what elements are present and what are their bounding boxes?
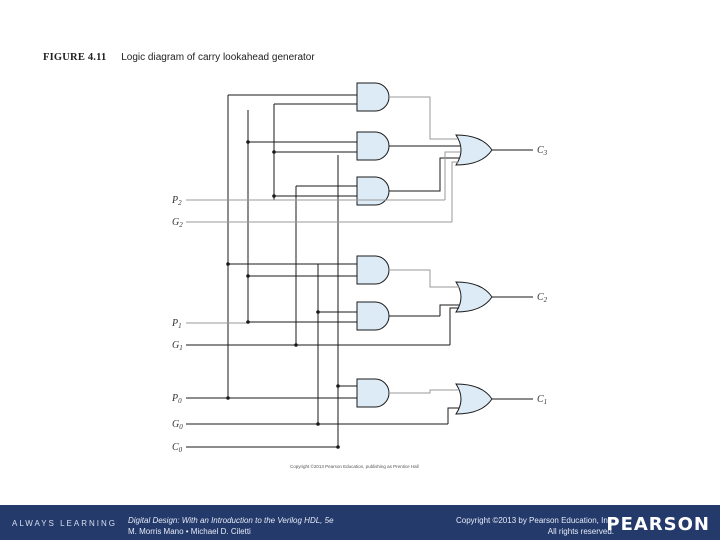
junction-dot bbox=[336, 445, 340, 449]
junction-dot bbox=[272, 150, 276, 154]
wire-g2-gray bbox=[452, 162, 458, 222]
figure-title: Logic diagram of carry lookahead generator bbox=[121, 52, 315, 63]
and-gate-c2-a bbox=[357, 256, 389, 284]
and-gate-c3-b bbox=[357, 132, 389, 160]
or-gate-c2 bbox=[456, 282, 492, 312]
label-g1: $G_1$ bbox=[172, 340, 183, 352]
wire-gray bbox=[389, 97, 458, 139]
wire-gray bbox=[389, 390, 459, 393]
copyright-line-2: All rights reserved. bbox=[547, 527, 614, 536]
junction-dot bbox=[316, 310, 320, 314]
wire-g0-up bbox=[448, 408, 459, 424]
and-gate-c2-b bbox=[357, 302, 389, 330]
junction-dot bbox=[294, 343, 298, 347]
junction-dot bbox=[336, 384, 340, 388]
and-gate-c1 bbox=[357, 379, 389, 407]
copyright-info bbox=[456, 515, 614, 537]
label-p1: $P_1$ bbox=[172, 318, 182, 330]
label-c1: $C_1$ bbox=[537, 394, 548, 406]
junction-dot bbox=[246, 320, 250, 324]
or-gate-c3 bbox=[456, 135, 492, 165]
and-gate-c3-a bbox=[357, 83, 389, 111]
and-gate-c3-c bbox=[357, 177, 389, 205]
label-p2: $P_2$ bbox=[172, 195, 182, 207]
label-c0: $C_0$ bbox=[172, 442, 183, 454]
junction-dot bbox=[226, 396, 230, 400]
diagram-credit: Copyright ©2013 Pearson Education, publishing as Prentice Hall bbox=[290, 464, 419, 469]
or-gate-c1 bbox=[456, 384, 492, 414]
figure-label: FIGURE 4.11 bbox=[43, 52, 107, 63]
label-c3: $C_3$ bbox=[537, 145, 548, 157]
footer-bar bbox=[0, 505, 720, 540]
book-info bbox=[128, 515, 334, 537]
wire-g1-up bbox=[450, 308, 459, 345]
book-authors: M. Morris Mano • Michael D. Ciletti bbox=[128, 527, 251, 536]
junction-dot bbox=[272, 194, 276, 198]
wire-gray bbox=[389, 270, 459, 287]
always-learning-text: ALWAYS LEARNING bbox=[12, 519, 117, 528]
wire bbox=[389, 158, 459, 191]
copyright-line-1: Copyright ©2013 by Pearson Education, Inc. bbox=[456, 516, 614, 525]
label-p0: $P_0$ bbox=[172, 393, 182, 405]
book-title: Digital Design: With an Introduction to the Verilog HDL, 5e bbox=[128, 516, 334, 525]
junction-dot bbox=[246, 274, 250, 278]
label-g0: $G_0$ bbox=[172, 419, 183, 431]
junction-dot bbox=[316, 422, 320, 426]
label-c2: $C_2$ bbox=[537, 292, 548, 304]
pearson-logo: PEARSON bbox=[606, 514, 710, 535]
junction-dot bbox=[226, 262, 230, 266]
junction-dot bbox=[246, 140, 250, 144]
label-g2: $G_2$ bbox=[172, 217, 183, 229]
